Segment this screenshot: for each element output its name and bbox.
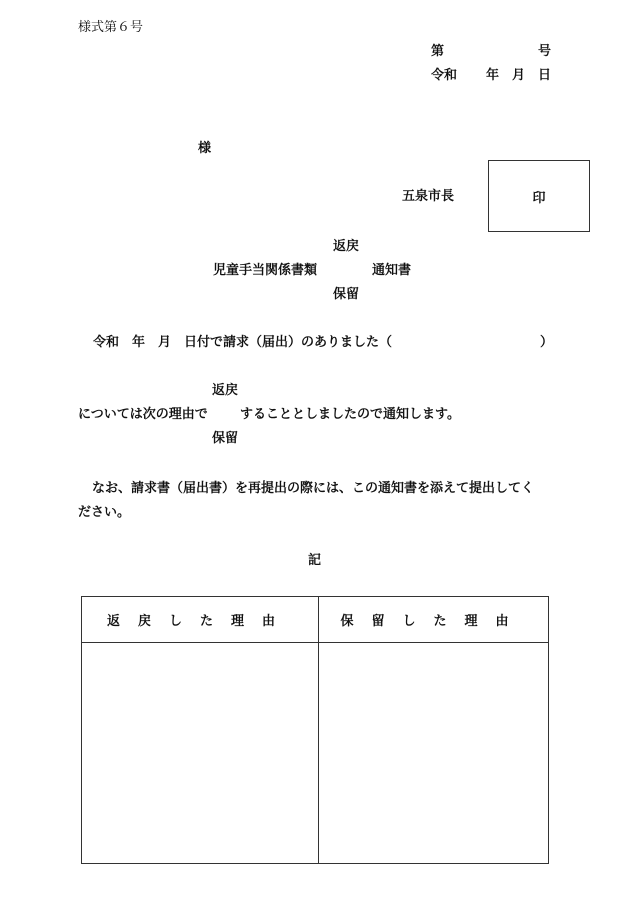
sender-title: 五泉市長 [402, 189, 455, 204]
record-heading: 記 [308, 553, 322, 568]
date-day: 日 [538, 68, 552, 83]
note-line2: ださい。 [78, 505, 131, 520]
body-option-hold: 保留 [212, 431, 239, 446]
doc-number-suffix: 号 [538, 44, 552, 59]
body-option-return: 返戻 [212, 383, 239, 398]
form-number: 様式第６号 [78, 20, 144, 35]
date-month: 月 [512, 68, 526, 83]
title-suffix: 通知書 [372, 263, 412, 278]
doc-number-prefix: 第 [431, 44, 445, 59]
body-month: 月 [158, 335, 172, 350]
date-era: 令和 [431, 68, 458, 83]
body-line2-start: については次の理由で [78, 407, 208, 422]
hold-reason-cell [319, 643, 548, 863]
reasons-table [81, 596, 549, 864]
seal-box [488, 160, 590, 232]
header-hold-reason: 保留した理由 [340, 614, 527, 629]
seal-label: 印 [532, 190, 546, 206]
title-option-hold: 保留 [333, 287, 360, 302]
addressee-honorific: 様 [198, 141, 212, 156]
body-year: 年 [132, 335, 146, 350]
body-line2-end: することとしましたので通知します。 [240, 407, 460, 422]
header-return-reason: 返戻した理由 [106, 614, 293, 629]
note-line1: なお、請求書（届出書）を再提出の際には、この通知書を添えて提出してく [92, 481, 535, 496]
body-line1-text: 日付で請求（届出）のありました（ [184, 335, 393, 350]
date-year: 年 [486, 68, 500, 83]
title-option-return: 返戻 [333, 239, 360, 254]
return-reason-cell [82, 643, 318, 863]
body-line1-close: ） [540, 335, 554, 350]
body-era: 令和 [93, 335, 120, 350]
title-main: 児童手当関係書類 [213, 263, 318, 278]
